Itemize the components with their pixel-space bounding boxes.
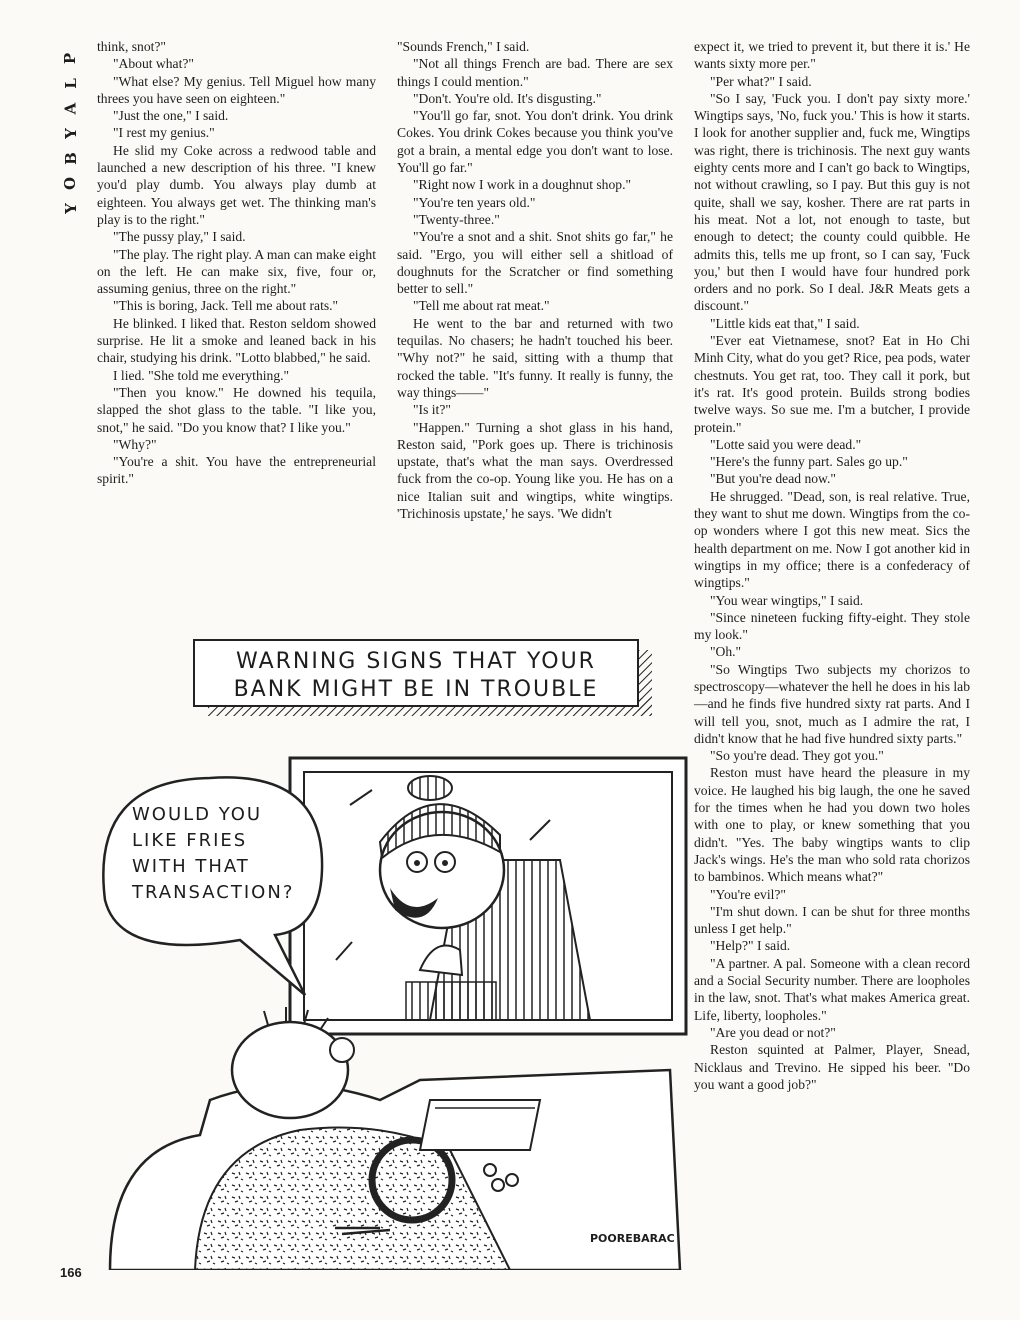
speech-line: TRANSACTION? [132, 882, 295, 903]
article-paragraph: "You're a shit. You have the entrepreneurial spirit." [97, 454, 376, 487]
text-column-1 [97, 38, 376, 488]
article-paragraph: "So I say, 'Fuck you. I don't pay sixty more.' Wingtips says, 'No, fuck you.' This is how it starts. I look for another supplier and, fuck me, Wingtips was right, there is trichinosis. The next guy wants eighty cents more and I can't go back to Wingtips, not without crawling, so I pay. But this guy is not quite, shall we say, kosher. There are rat parts in his meat. Not a lot, not enough to taste, but enough to detect; the county could quibble. He admits this, tells me up front, so I can say, 'Fuck you,' but then I would have four hundred pork orders and no pork. So I deal. J&R Meats gets a discount." [694, 90, 970, 314]
bank-cartoon [90, 630, 690, 1270]
speech-line: WOULD YOU [132, 804, 263, 825]
article-paragraph: "But you're dead now." [710, 471, 836, 487]
article-paragraph: "So you're dead. They got you." [710, 748, 884, 764]
side-letter: L [61, 78, 80, 89]
article-paragraph: He slid my Coke across a redwood table and launched a new description of his three. "I knew you'd play dumb. You always play dumb at eighteen. You always get wet. The thinking man's play is to the right." [97, 142, 376, 227]
speech-bubble [103, 777, 322, 995]
article-paragraph: "Here's the funny part. Sales go up." [710, 454, 908, 470]
article-paragraph: "Sounds French," I said. [397, 39, 530, 54]
article-paragraph: "Not all things French are bad. There are sex things I could mention." [397, 56, 673, 89]
speech-line: WITH THAT [132, 856, 250, 877]
article-paragraph: "About what?" [113, 56, 194, 72]
article-paragraph: "I'm shut down. I can be shut for three months unless I get help." [694, 903, 970, 937]
article-paragraph: expect it, we tried to prevent it, but there it is.' He wants sixty more per." [694, 39, 970, 72]
article-paragraph: "You're ten years old." [413, 194, 536, 210]
side-letter: P [61, 52, 80, 65]
magazine-side-label [60, 46, 82, 221]
article-paragraph: "I rest my genius." [113, 125, 215, 141]
article-paragraph: "Per what?" I said. [710, 73, 812, 89]
car-with-driver [110, 1007, 680, 1270]
article-paragraph: think, snot?" [97, 39, 166, 54]
article-paragraph: "Since nineteen fucking fifty-eight. They stole my look." [694, 609, 970, 643]
article-paragraph: "Are you dead or not?" [710, 1024, 836, 1040]
article-paragraph: "You wear wingtips," I said. [710, 592, 864, 608]
side-letter: Y [61, 203, 80, 214]
article-paragraph: "Oh." [710, 644, 742, 660]
side-letter: Y [61, 128, 80, 139]
article-paragraph: "This is boring, Jack. Tell me about rats." [113, 298, 339, 314]
article-paragraph: Reston must have heard the pleasure in my voice. He laughed his big laugh, the one he saved for the times when he had you down two holes with one to play, or knew something that you didn't. "Yes. The baby wingtips wants to clip Jack's wings. He's the man who sold rata chorizos to bambinos. Which means what?" [694, 765, 970, 885]
article-paragraph: "Little kids eat that," I said. [710, 315, 860, 331]
text-column-3 [694, 38, 970, 1093]
article-paragraph: "The pussy play," I said. [113, 229, 246, 245]
caption-sign [194, 640, 652, 716]
caption-line-2: BANK MIGHT BE IN TROUBLE [233, 677, 599, 702]
article-paragraph: "Right now I work in a doughnut shop." [413, 177, 632, 193]
article-paragraph: "The play. The right play. A man can make eight on the left. He can make six, five, four or, assuming genius, three on the right." [97, 246, 376, 297]
article-paragraph: "Ever eat Vietnamese, snot? Eat in Ho Chi Minh City, what do you get? Rice, pea pods, water chestnuts. You get rat, too. They call it pork, but it's rat. It's good protein. Builds strong bodies twelve ways. So sue me. I'm a butcher, I provide protein." [694, 333, 970, 435]
article-paragraph: "Don't. You're old. It's disgusting." [413, 90, 602, 106]
article-paragraph: "Lotte said you were dead." [710, 436, 862, 452]
speech-line: LIKE FRIES [132, 830, 248, 851]
page-number: 166 [60, 1265, 82, 1280]
article-paragraph: Reston squinted at Palmer, Player, Snead, Nicklaus and Trevino. He sipped his beer. "Do you want a good job?" [694, 1042, 970, 1092]
side-letter: O [61, 176, 80, 191]
article-paragraph: He shrugged. "Dead, son, is real relative. True, they want to shut me down. Wingtips from the co-op wonders where I got this new meat. Sics the health department on me. Now I got another kid in wingtips in my office; there is a confederacy of wingtips." [694, 488, 970, 591]
article-paragraph: "Twenty-three." [413, 211, 500, 227]
article-paragraph: "You'll go far, snot. You don't drink. You drink Cokes. You drink Cokes because you think you've got a brain, a mental edge you don't want to lose. You'll go far." [397, 108, 673, 176]
cartoon-signature: POOREBARAC [590, 1232, 675, 1245]
article-paragraph: "Help?" I said. [710, 938, 791, 954]
article-paragraph: "Just the one," I said. [113, 108, 229, 124]
article-paragraph: "You're evil?" [710, 886, 786, 902]
article-paragraph: He went to the bar and returned with two tequilas. No chasers; he hadn't touched his beer. "Why not?" he said, sitting with a thump that rocked the table. "It's funny. It really is funny, the way things——" [397, 315, 673, 400]
article-paragraph: "Then you know." He downed his tequila, slapped the shot glass to the table. "I like you, snot," he said. "Do you know that? I like you." [97, 384, 376, 435]
article-paragraph: "What else? My genius. Tell Miguel how many threes you have seen on eighteen." [97, 73, 376, 106]
side-letter: A [61, 102, 80, 115]
article-paragraph: "So Wingtips Two subjects my chorizos to spectroscopy—whatever the hell he does in his lab—and he finds five hundred sixty rat parts. And I will tell you, snot, much as I admire the rat, I didn't know that he had five hundred sixty parts." [694, 661, 970, 746]
caption-line-1: WARNING SIGNS THAT YOUR [236, 649, 596, 674]
article-paragraph: I lied. "She told me everything." [113, 367, 290, 383]
article-paragraph: "Tell me about rat meat." [413, 298, 550, 314]
article-paragraph: "A partner. A pal. Someone with a clean record and a Social Security number. There are loopholes in the law, snot. That's what makes America great. Life, liberty, loopholes." [694, 955, 970, 1023]
article-paragraph: "Is it?" [413, 402, 451, 418]
text-column-2 [397, 38, 673, 522]
article-paragraph: "You're a snot and a shit. Snot shits go far," he said. "Ergo, you will either sell a shitload of doughnuts for the Scratcher or find something better to sell." [397, 229, 673, 297]
article-paragraph: He blinked. I liked that. Reston seldom showed surprise. He lit a smoke and leaned back in his chair, studying his drink. "Lotto blabbed," he said. [97, 315, 376, 366]
side-letter: B [61, 152, 80, 165]
article-paragraph: "Happen." Turning a shot glass in his hand, Reston said, "Pork goes up. There is trichinosis upstate, that's what the man says. Overdressed fuck from the co-op. Young like you. He has on a nice Italian suit and wingtips, white wingtips. 'Trichinosis upstate,' he says. 'We didn't [397, 419, 673, 522]
article-paragraph: "Why?" [113, 436, 157, 452]
